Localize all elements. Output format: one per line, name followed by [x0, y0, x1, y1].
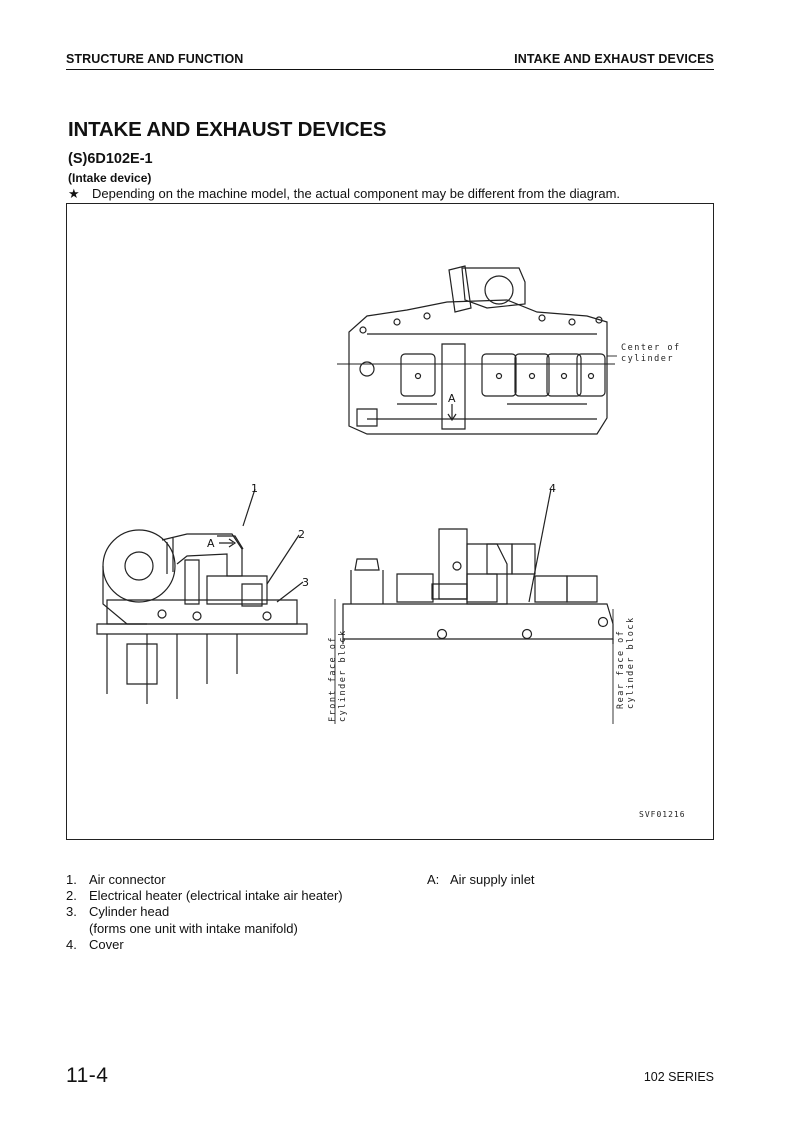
engine-top-view [349, 266, 607, 434]
figure-code: SVF01216 [639, 810, 686, 819]
label-front-face-2: cylinder block [338, 629, 348, 722]
legend-left [66, 872, 343, 953]
legend-item: 2. Electrical heater (electrical intake air heater) [66, 888, 343, 904]
legend-item: A: Air supply inlet [427, 872, 535, 887]
note [68, 186, 620, 202]
page-title: INTAKE AND EXHAUST DEVICES [68, 118, 387, 141]
note-text: Depending on the machine model, the actual component may be different from the diagram. [92, 186, 621, 201]
legend-item: 4. Cover [66, 936, 124, 952]
label-front-face-1: Front face of [328, 635, 338, 722]
callout-2: 2 [298, 528, 305, 541]
label-rear-face-2: cylinder block [626, 616, 636, 709]
callout-4: 4 [549, 482, 556, 495]
engine-side-view-left [97, 489, 307, 704]
section-subheading: (Intake device) [68, 171, 152, 185]
callout-1: 1 [251, 482, 258, 495]
star-icon: ★ [68, 186, 80, 201]
callout-3: 3 [302, 576, 309, 589]
arrow-a-label-top: A [448, 392, 456, 405]
engine-drawing [67, 204, 715, 841]
legend-item: 1. Air connector [66, 872, 166, 887]
series-label: 102 SERIES [643, 1070, 714, 1084]
header-divider [66, 69, 714, 70]
label-rear-face-1: Rear face of [616, 629, 626, 709]
legend-item: (forms one unit with intake manifold) [89, 920, 298, 936]
legend-item: 3. Cylinder head [66, 904, 170, 920]
legend-right [427, 872, 535, 888]
label-center-of-cylinder-2: cylinder [621, 354, 674, 364]
arrow-a-label-side: A [207, 537, 215, 550]
header-chapter-title: INTAKE AND EXHAUST DEVICES [514, 52, 714, 66]
engine-diagram [66, 203, 714, 840]
engine-model: (S)6D102E-1 [68, 151, 153, 167]
engine-side-view-right [343, 489, 613, 644]
header-section-title: STRUCTURE AND FUNCTION [66, 52, 244, 66]
page-number: 11-4 [66, 1064, 109, 1087]
label-center-of-cylinder-1: Center of [621, 343, 681, 353]
